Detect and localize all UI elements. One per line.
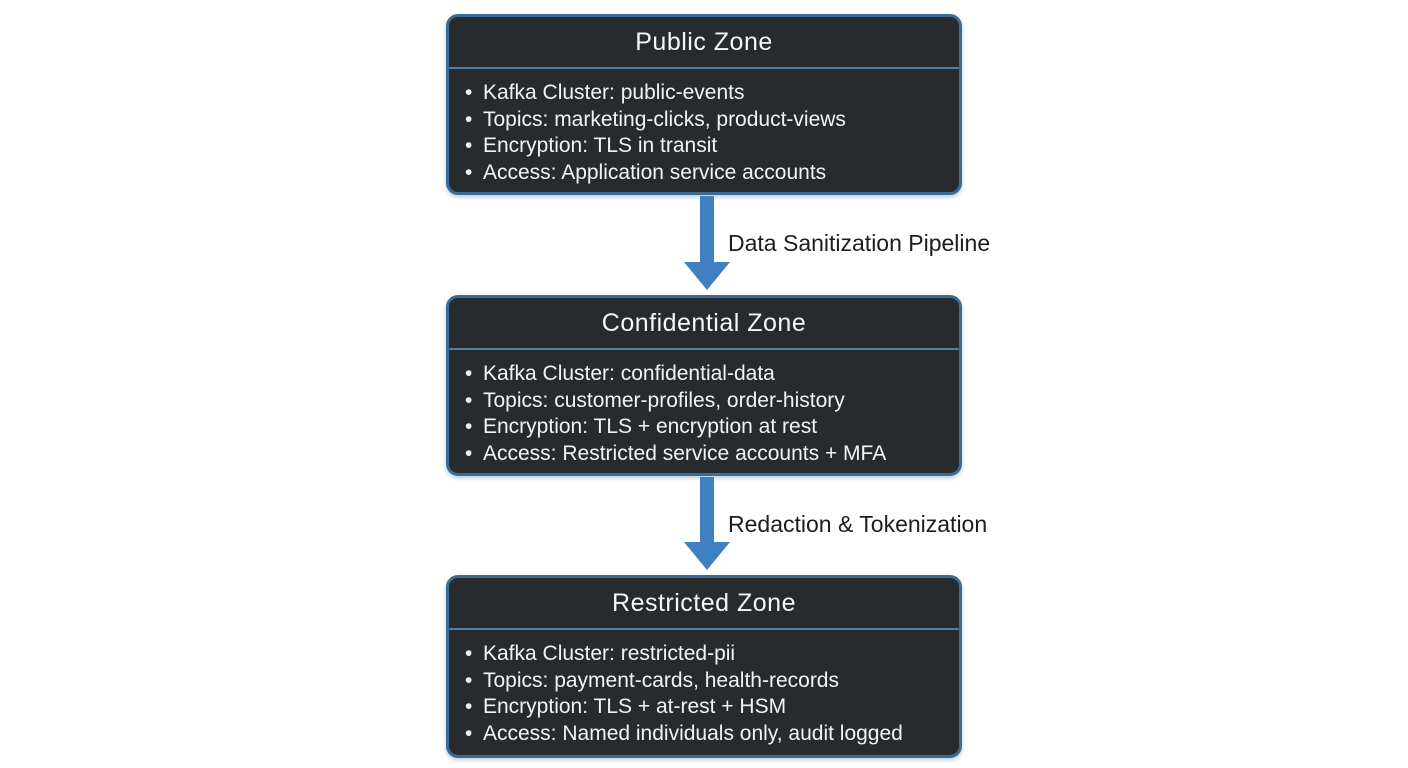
zone-restricted [446, 575, 962, 758]
zone-bullet: • Topics: marketing-clicks, product-views [483, 107, 943, 134]
down-arrow-icon [684, 477, 730, 570]
zone-bullet: • Encryption: TLS in transit [483, 133, 943, 160]
zone-confidential [446, 295, 962, 476]
down-arrow-icon [684, 196, 730, 290]
zone-confidential-bullet-list [449, 350, 959, 476]
zone-bullet: • Access: Restricted service accounts + MFA [483, 441, 943, 468]
arrow-label-redaction: Redaction & Tokenization [728, 511, 988, 537]
zone-restricted-bullet-list [449, 630, 959, 758]
zone-public-bullet-list [449, 69, 959, 195]
zone-bullet: • Kafka Cluster: public-events [483, 80, 943, 107]
arrow-head [684, 262, 730, 290]
arrow-shaft [700, 477, 714, 543]
zone-bullet: • Encryption: TLS + at-rest + HSM [483, 694, 943, 721]
arrow-shaft [700, 196, 714, 263]
zone-restricted-title: Restricted Zone [449, 578, 959, 630]
zone-bullet: • Topics: payment-cards, health-records [483, 668, 943, 695]
zone-bullet: • Access: Named individuals only, audit logged [483, 721, 943, 748]
zone-public [446, 14, 962, 195]
arrow-label-sanitization: Data Sanitization Pipeline [728, 230, 991, 256]
zone-bullet: • Encryption: TLS + encryption at rest [483, 414, 943, 441]
arrow-head [684, 542, 730, 570]
zone-bullet: • Access: Application service accounts [483, 160, 943, 187]
zone-public-title: Public Zone [449, 17, 959, 69]
zone-bullet: • Topics: customer-profiles, order-history [483, 388, 943, 415]
zone-bullet: • Kafka Cluster: restricted-pii [483, 641, 943, 668]
zone-bullet: • Kafka Cluster: confidential-data [483, 361, 943, 388]
zone-confidential-title: Confidential Zone [449, 298, 959, 350]
